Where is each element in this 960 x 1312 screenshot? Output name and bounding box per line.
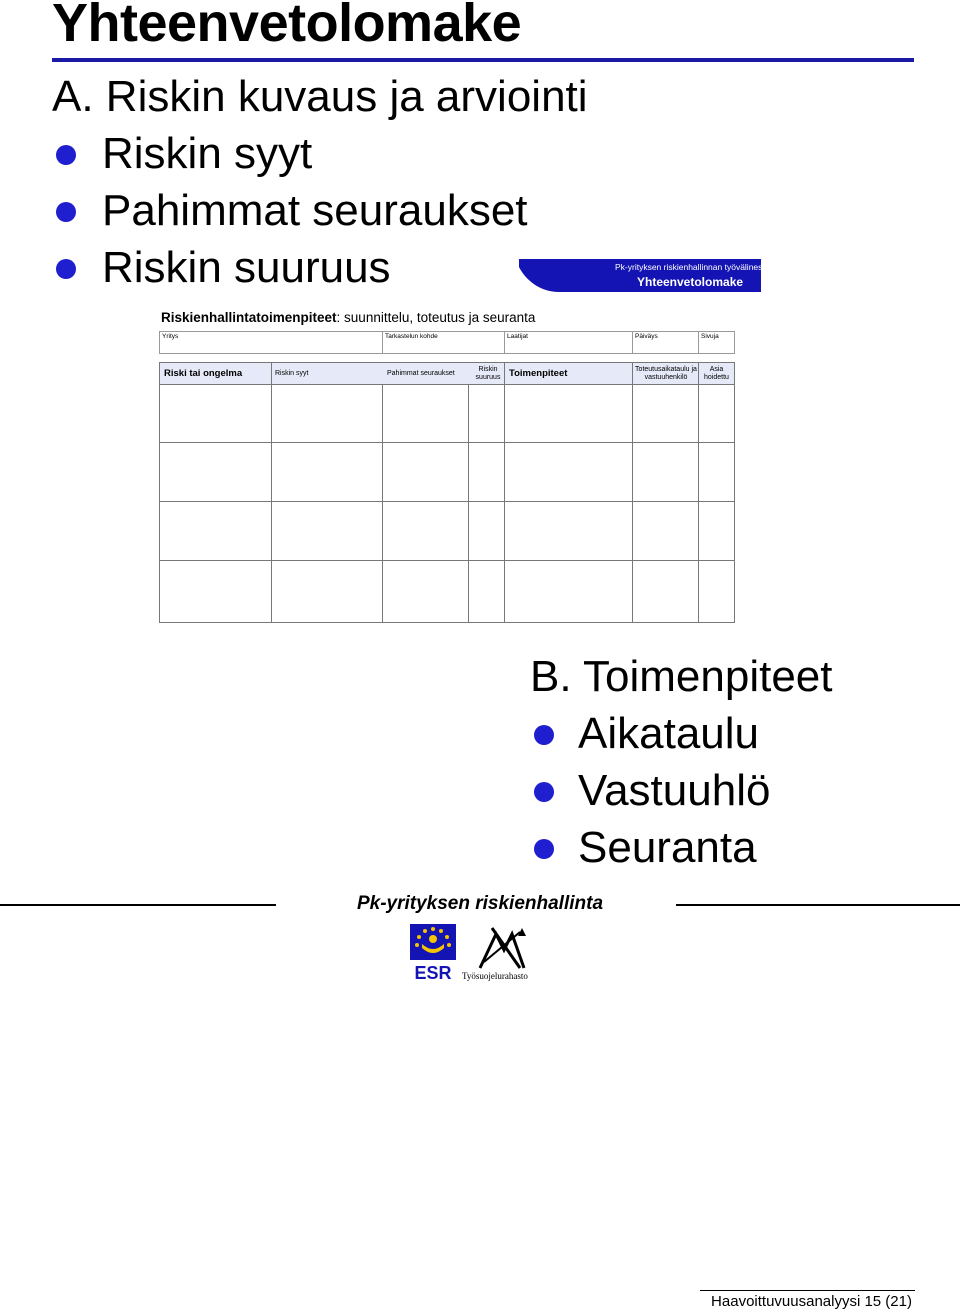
bullet-item <box>530 822 770 879</box>
grid-vline <box>632 363 633 622</box>
bullet-dot-icon <box>56 259 76 279</box>
grid-vline <box>698 363 699 622</box>
form-grid <box>159 362 735 623</box>
page-footer-rule <box>700 1290 915 1291</box>
form-banner-subtitle: Pk-yrityksen riskienhallinnan työvälinesarja <box>615 262 777 272</box>
page-title: Yhteenvetolomake <box>52 0 522 53</box>
tsr-logo-text: Työsuojelurahasto <box>462 971 528 981</box>
col-header-aikataulu: Toteutusaikataulu ja vastuuhenkilö <box>635 365 697 381</box>
bullet-item <box>52 185 528 242</box>
form-banner-title: Yhteenvetolomake <box>637 275 744 289</box>
col-header-suuruus: Riskin suuruus <box>475 365 501 381</box>
section-a-bullet-list <box>52 128 528 299</box>
footer-brand: Pk-yrityksen riskienhallinta <box>356 893 604 914</box>
bullet-dot-icon <box>56 202 76 222</box>
bullet-text: Vastuuhlö <box>578 766 771 815</box>
col-header-hoidettu: Asia hoidettu <box>704 365 729 381</box>
bullet-dot-icon <box>534 725 554 745</box>
section-a-heading: A. Riskin kuvaus ja arviointi <box>52 72 588 121</box>
bullet-item <box>530 708 770 765</box>
bullet-dot-icon <box>534 839 554 859</box>
grid-vline <box>382 384 383 622</box>
grid-vline <box>504 363 505 622</box>
grid-hline <box>160 442 734 443</box>
meta-field-laatijat: Laatijat <box>504 332 632 353</box>
form-heading-bold: Riskienhallintatoimenpiteet <box>161 310 337 325</box>
form-meta-row <box>159 331 735 354</box>
grid-hline <box>160 560 734 561</box>
bullet-text: Riskin suuruus <box>102 243 391 292</box>
bullet-text: Seuranta <box>578 823 757 872</box>
title-underline <box>52 58 914 62</box>
meta-field-paivays: Päiväys <box>632 332 698 353</box>
form-heading <box>161 310 535 325</box>
bullet-item <box>52 242 528 299</box>
bullet-item <box>530 765 770 822</box>
form-grid-header <box>160 363 734 385</box>
esr-logo-text: ESR <box>414 963 452 982</box>
grid-vline <box>271 363 272 622</box>
meta-field-yritys: Yritys <box>162 333 179 340</box>
col-header-riski: Riski tai ongelma <box>164 367 243 379</box>
meta-field-sivuja: Sivuja <box>698 332 734 353</box>
bullet-dot-icon <box>534 782 554 802</box>
meta-field-kohde: Tarkastelun kohde <box>382 332 504 353</box>
section-b-bullet-list <box>530 708 770 879</box>
section-b-heading: B. Toimenpiteet <box>530 652 833 701</box>
grid-hline <box>160 501 734 502</box>
bullet-dot-icon <box>56 145 76 165</box>
bullet-text: Aikataulu <box>578 709 760 758</box>
col-header-syyt: Riskin syyt <box>275 369 309 377</box>
form-heading-rest: : suunnittelu, toteutus ja seuranta <box>336 310 536 325</box>
col-header-seuraukset: Pahimmat seuraukset <box>387 369 455 377</box>
form-banner <box>519 259 777 292</box>
col-header-toimenpiteet: Toimenpiteet <box>509 367 568 379</box>
bullet-text: Riskin syyt <box>102 129 313 178</box>
bullet-item <box>52 128 528 185</box>
page-footer-label: Haavoittuvuusanalyysi 15 (21) <box>711 1293 912 1310</box>
grid-vline <box>468 384 469 622</box>
esr-logo-icon <box>410 924 456 982</box>
bullet-text: Pahimmat seuraukset <box>102 186 528 235</box>
